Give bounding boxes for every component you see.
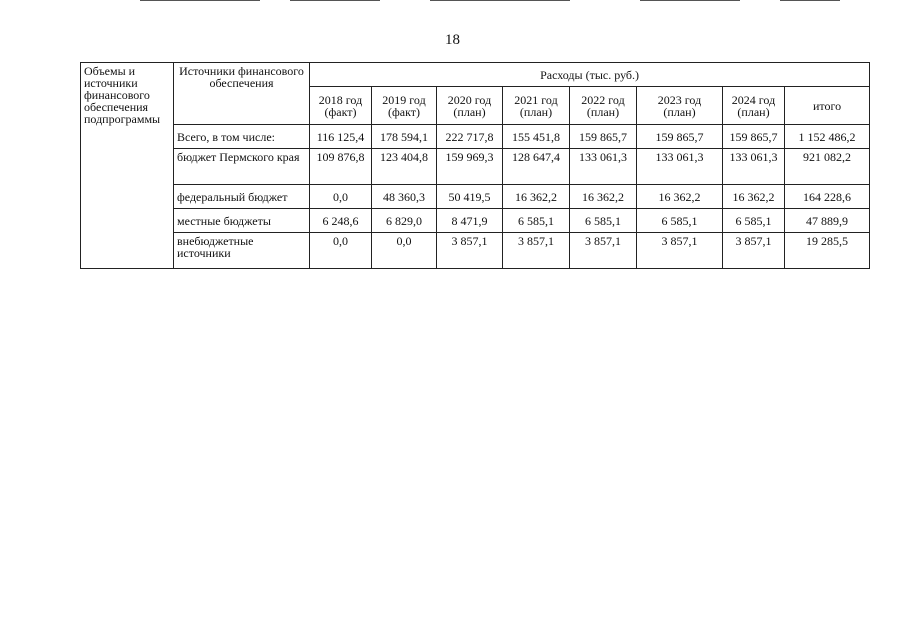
table-cell: 159 969,3: [437, 149, 503, 185]
financing-table: [80, 62, 870, 269]
table-cell: 921 082,2: [785, 149, 870, 185]
table-cell: 6 585,1: [723, 209, 785, 233]
year-header-2024: 2024 год (план): [723, 87, 785, 125]
table-cell: 0,0: [310, 185, 372, 209]
table-cell: 128 647,4: [503, 149, 570, 185]
table-cell: 3 857,1: [637, 233, 723, 269]
table-cell: 48 360,3: [372, 185, 437, 209]
table-cell: 133 061,3: [637, 149, 723, 185]
table-cell: 16 362,2: [570, 185, 637, 209]
total-header: итого: [785, 87, 870, 125]
table-row: [81, 233, 870, 269]
year-header-2018: 2018 год (факт): [310, 87, 372, 125]
header-row-1: [81, 63, 870, 87]
table-cell: 6 829,0: [372, 209, 437, 233]
year-header-2022: 2022 год (план): [570, 87, 637, 125]
table-row: [81, 125, 870, 149]
table-cell: 123 404,8: [372, 149, 437, 185]
table-cell: 0,0: [372, 233, 437, 269]
table-cell: 3 857,1: [503, 233, 570, 269]
table-cell: 47 889,9: [785, 209, 870, 233]
table-cell: 6 585,1: [637, 209, 723, 233]
table-cell: 159 865,7: [637, 125, 723, 149]
year-header-2019: 2019 год (факт): [372, 87, 437, 125]
table-cell: 8 471,9: [437, 209, 503, 233]
source-label: бюджет Пермского края: [174, 149, 310, 185]
table-cell: 16 362,2: [503, 185, 570, 209]
expenses-header: Расходы (тыс. руб.): [310, 63, 870, 87]
year-header-2021: 2021 год (план): [503, 87, 570, 125]
scan-edge-line: [640, 0, 740, 1]
page-number: 18: [445, 32, 460, 48]
scan-edge-line: [430, 0, 570, 1]
table-cell: 6 585,1: [503, 209, 570, 233]
table-cell: 222 717,8: [437, 125, 503, 149]
table-cell: 159 865,7: [723, 125, 785, 149]
scan-edge-line: [140, 0, 260, 1]
table-cell: 109 876,8: [310, 149, 372, 185]
table-cell: 0,0: [310, 233, 372, 269]
table-cell: 133 061,3: [570, 149, 637, 185]
scan-edge-line: [780, 0, 840, 1]
table-cell: 3 857,1: [437, 233, 503, 269]
table-cell: 159 865,7: [570, 125, 637, 149]
table-cell: 1 152 486,2: [785, 125, 870, 149]
table-row: [81, 185, 870, 209]
table-cell: 16 362,2: [637, 185, 723, 209]
table-cell: 3 857,1: [570, 233, 637, 269]
table-cell: 116 125,4: [310, 125, 372, 149]
table-cell: 6 585,1: [570, 209, 637, 233]
year-header-2023: 2023 год (план): [637, 87, 723, 125]
source-label: Всего, в том числе:: [174, 125, 310, 149]
source-label: местные бюджеты: [174, 209, 310, 233]
year-header-2020: 2020 год (план): [437, 87, 503, 125]
table-cell: 6 248,6: [310, 209, 372, 233]
table-row: [81, 209, 870, 233]
table-cell: 50 419,5: [437, 185, 503, 209]
table-cell: 19 285,5: [785, 233, 870, 269]
source-label: федеральный бюджет: [174, 185, 310, 209]
table-row: [81, 149, 870, 185]
sources-header: Источники финансового обеспечения: [174, 63, 310, 125]
table-cell: 16 362,2: [723, 185, 785, 209]
table-cell: 155 451,8: [503, 125, 570, 149]
scan-edge-line: [290, 0, 380, 1]
table-cell: 133 061,3: [723, 149, 785, 185]
table-cell: 3 857,1: [723, 233, 785, 269]
source-label: внебюджетные источники: [174, 233, 310, 269]
subprogram-financing-header: Объемы и источники финансового обеспечения подпрограммы: [81, 63, 174, 269]
table-cell: 164 228,6: [785, 185, 870, 209]
table-cell: 178 594,1: [372, 125, 437, 149]
